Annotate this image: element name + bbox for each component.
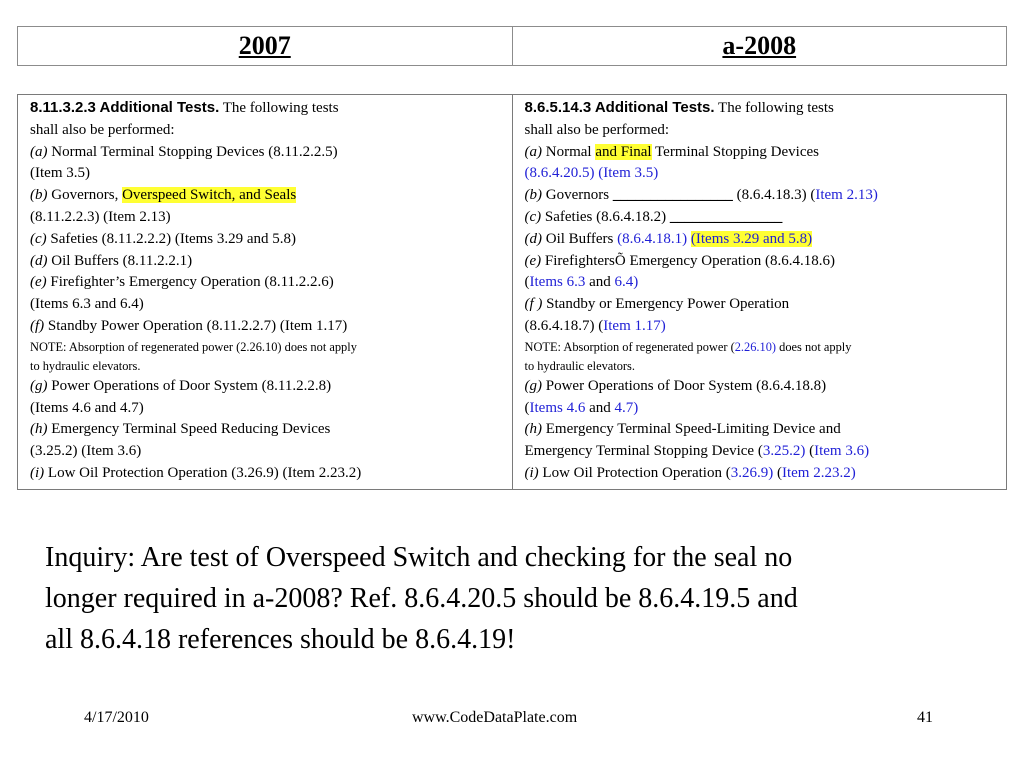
- ref-link[interactable]: Item 2.13): [815, 187, 878, 204]
- ref-link[interactable]: Items 6.3: [529, 274, 586, 291]
- right-heading-line: [525, 97, 995, 120]
- left-item-b-cont: (8.11.2.2.3) (Item 2.13): [30, 208, 171, 225]
- right-intro-2: shall also be performed:: [524, 121, 670, 138]
- right-item-a-cont: [525, 163, 995, 185]
- right-item-d: (d) Oil Buffers (8.6.4.18.1) (Items 3.29 and 5.8): [524, 230, 813, 247]
- comparison-header-table: [17, 26, 1007, 66]
- left-item-a: (a) Normal Terminal Stopping Devices (8.11.2.2.5): [30, 143, 338, 160]
- right-item-h-cont: Emergency Terminal Stopping Device (3.25.2) (Item 3.6): [524, 443, 870, 460]
- left-item-g: (g) Power Operations of Door System (8.11.2.2.8): [30, 377, 332, 394]
- left-item-e: (e) Firefighter’s Emergency Operation (8.11.2.2.6): [30, 274, 334, 291]
- slide-number: 41: [917, 709, 933, 726]
- left-note-1: NOTE: Absorption of regenerated power (2.26.10) does not apply: [30, 339, 357, 354]
- right-item-f-cont: (8.6.4.18.7) (Item 1.17): [524, 317, 666, 334]
- inquiry-line: all 8.6.4.18 references should be 8.6.4.19!: [45, 624, 516, 655]
- left-item-a-cont: (Item 3.5): [30, 165, 90, 182]
- right-item-f: (f ) Standby or Emergency Power Operation: [524, 296, 790, 313]
- inquiry-line: longer required in a-2008? Ref. 8.6.4.20.5 should be 8.6.4.19.5 and: [45, 583, 798, 614]
- ref-link[interactable]: 4.7): [614, 399, 639, 416]
- ref-link[interactable]: 3.25.2): [762, 443, 806, 460]
- right-note-1: NOTE: Absorption of regenerated power (2.26.10) does not apply: [524, 339, 852, 354]
- right-item-d-highlight[interactable]: (Items 3.29 and 5.8): [690, 230, 813, 247]
- ref-link[interactable]: Item 2.23.2): [781, 464, 856, 481]
- ref-link[interactable]: 3.26.9): [730, 464, 774, 481]
- right-item-g: (g) Power Operations of Door System (8.6.4.18.8): [524, 377, 827, 394]
- right-item-i: (i) Low Oil Protection Operation (3.26.9) (Item 2.23.2): [524, 464, 856, 481]
- column-a-2008: [512, 95, 1007, 490]
- left-item-e-cont: (Items 6.3 and 6.4): [30, 296, 144, 313]
- footer-website: www.CodeDataPlate.com: [412, 709, 578, 726]
- left-note-2: to hydraulic elevators.: [30, 358, 141, 373]
- right-item-h: (h) Emergency Terminal Speed-Limiting Device and: [524, 421, 841, 438]
- left-section-title: 8.11.3.2.3 Additional Tests.: [30, 99, 220, 116]
- header-2007: 2007: [18, 27, 513, 66]
- ref-link[interactable]: (8.6.4.18.1): [617, 230, 688, 247]
- ref-link[interactable]: (Item 3.5): [598, 165, 659, 182]
- right-item-a-highlight: and Final: [595, 143, 652, 160]
- left-item-g-cont: (Items 4.6 and 4.7): [30, 399, 144, 416]
- left-intro-2: shall also be performed:: [30, 121, 175, 138]
- right-intro: The following tests: [714, 100, 834, 116]
- left-item-c: (c) Safeties (8.11.2.2.2) (Items 3.29 and 5.8): [30, 230, 297, 247]
- left-item-h: (h) Emergency Terminal Speed Reducing Devices: [30, 421, 331, 438]
- left-item-f: (f) Standby Power Operation (8.11.2.2.7) (Item 1.17): [30, 317, 348, 334]
- header-a-2008: a-2008: [512, 27, 1007, 66]
- left-item-b: (b) Governors, Overspeed Switch, and Seals: [30, 187, 297, 204]
- right-item-b: (b) Governors ________________ (8.6.4.18.3) (Item 2.13): [524, 187, 878, 204]
- right-section-title: 8.6.5.14.3 Additional Tests.: [524, 99, 715, 116]
- ref-link[interactable]: 2.26.10): [734, 339, 777, 354]
- ref-link[interactable]: (8.6.4.20.5): [524, 165, 595, 182]
- comparison-table: [17, 94, 1007, 490]
- right-item-e: (e) FirefightersÕ Emergency Operation (8.6.4.18.6): [524, 252, 835, 269]
- right-item-c: (c) Safeties (8.6.4.18.2) _______________: [524, 208, 783, 225]
- ref-link[interactable]: Item 3.6): [814, 443, 870, 460]
- left-intro: The following tests: [219, 100, 339, 116]
- inquiry-line: Inquiry: Are test of Overspeed Switch and checking for the seal no: [45, 542, 793, 573]
- left-item-i: (i) Low Oil Protection Operation (3.26.9) (Item 2.23.2): [30, 464, 362, 481]
- inquiry-text: [45, 537, 995, 660]
- ref-link[interactable]: 6.4): [614, 274, 639, 291]
- ref-link[interactable]: Item 1.17): [603, 317, 666, 334]
- right-item-e-cont: (Items 6.3 and 6.4): [524, 274, 639, 291]
- column-2007: [18, 95, 513, 490]
- footer-date: 4/17/2010: [84, 709, 149, 726]
- left-heading-line: [30, 97, 500, 120]
- right-item-a: (a) Normal and Final Terminal Stopping Devices: [524, 143, 819, 160]
- left-item-d: (d) Oil Buffers (8.11.2.2.1): [30, 252, 193, 269]
- ref-link[interactable]: Items 4.6: [529, 399, 586, 416]
- right-note-2: to hydraulic elevators.: [524, 358, 635, 373]
- right-item-g-cont: (Items 4.6 and 4.7): [524, 399, 639, 416]
- left-item-h-cont: (3.25.2) (Item 3.6): [30, 443, 142, 460]
- left-item-b-highlight: Overspeed Switch, and Seals: [122, 187, 297, 204]
